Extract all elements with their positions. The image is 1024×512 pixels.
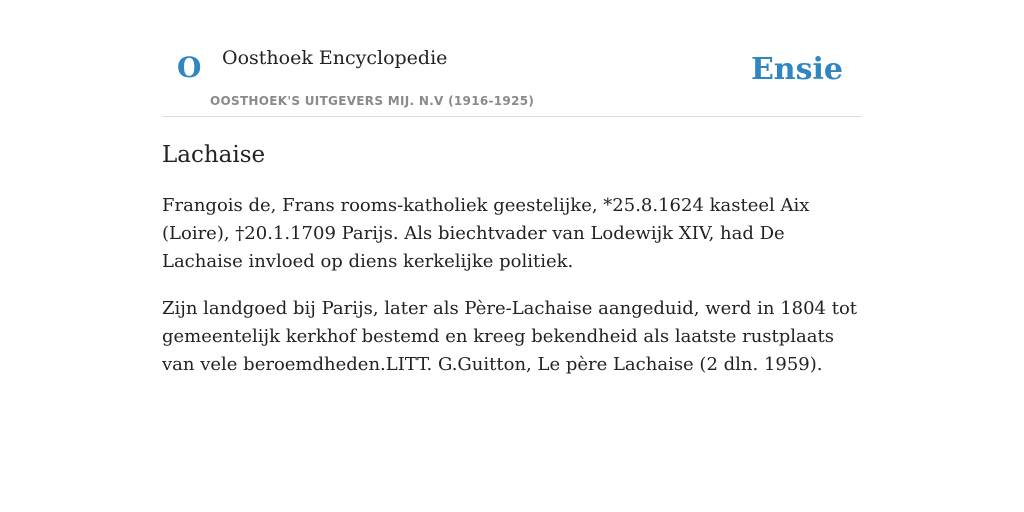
site-header <box>162 0 862 117</box>
entry-paragraph: Zijn landgoed bij Parijs, later als Père-Lachaise aangeduid, werd in 1804 tot gemeentelijk kerkhof bestemd en kreeg bekendheid als laatste rustplaats van vele beroemdheden.LITT. G.Guitton, Le père Lachaise (2 dln. 1959). <box>162 298 858 375</box>
brand-logo[interactable]: Ensie <box>750 52 843 87</box>
entry-body <box>162 192 862 398</box>
logo-icon[interactable]: O <box>177 51 202 84</box>
encyclopedia-title[interactable]: Oosthoek Encyclopedie <box>222 47 448 69</box>
entry-title: Lachaise <box>162 142 266 168</box>
entry-paragraph: Frangois de, Frans rooms-katholiek geestelijke, *25.8.1624 kasteel Aix (Loire), †20.1.1709 Parijs. Als biechtvader van Lodewijk XIV, had De Lachaise invloed op diens kerkelijke politiek. <box>162 195 810 272</box>
publisher-subtitle: OOSTHOEK'S UITGEVERS MIJ. N.V (1916-1925) <box>210 94 535 108</box>
